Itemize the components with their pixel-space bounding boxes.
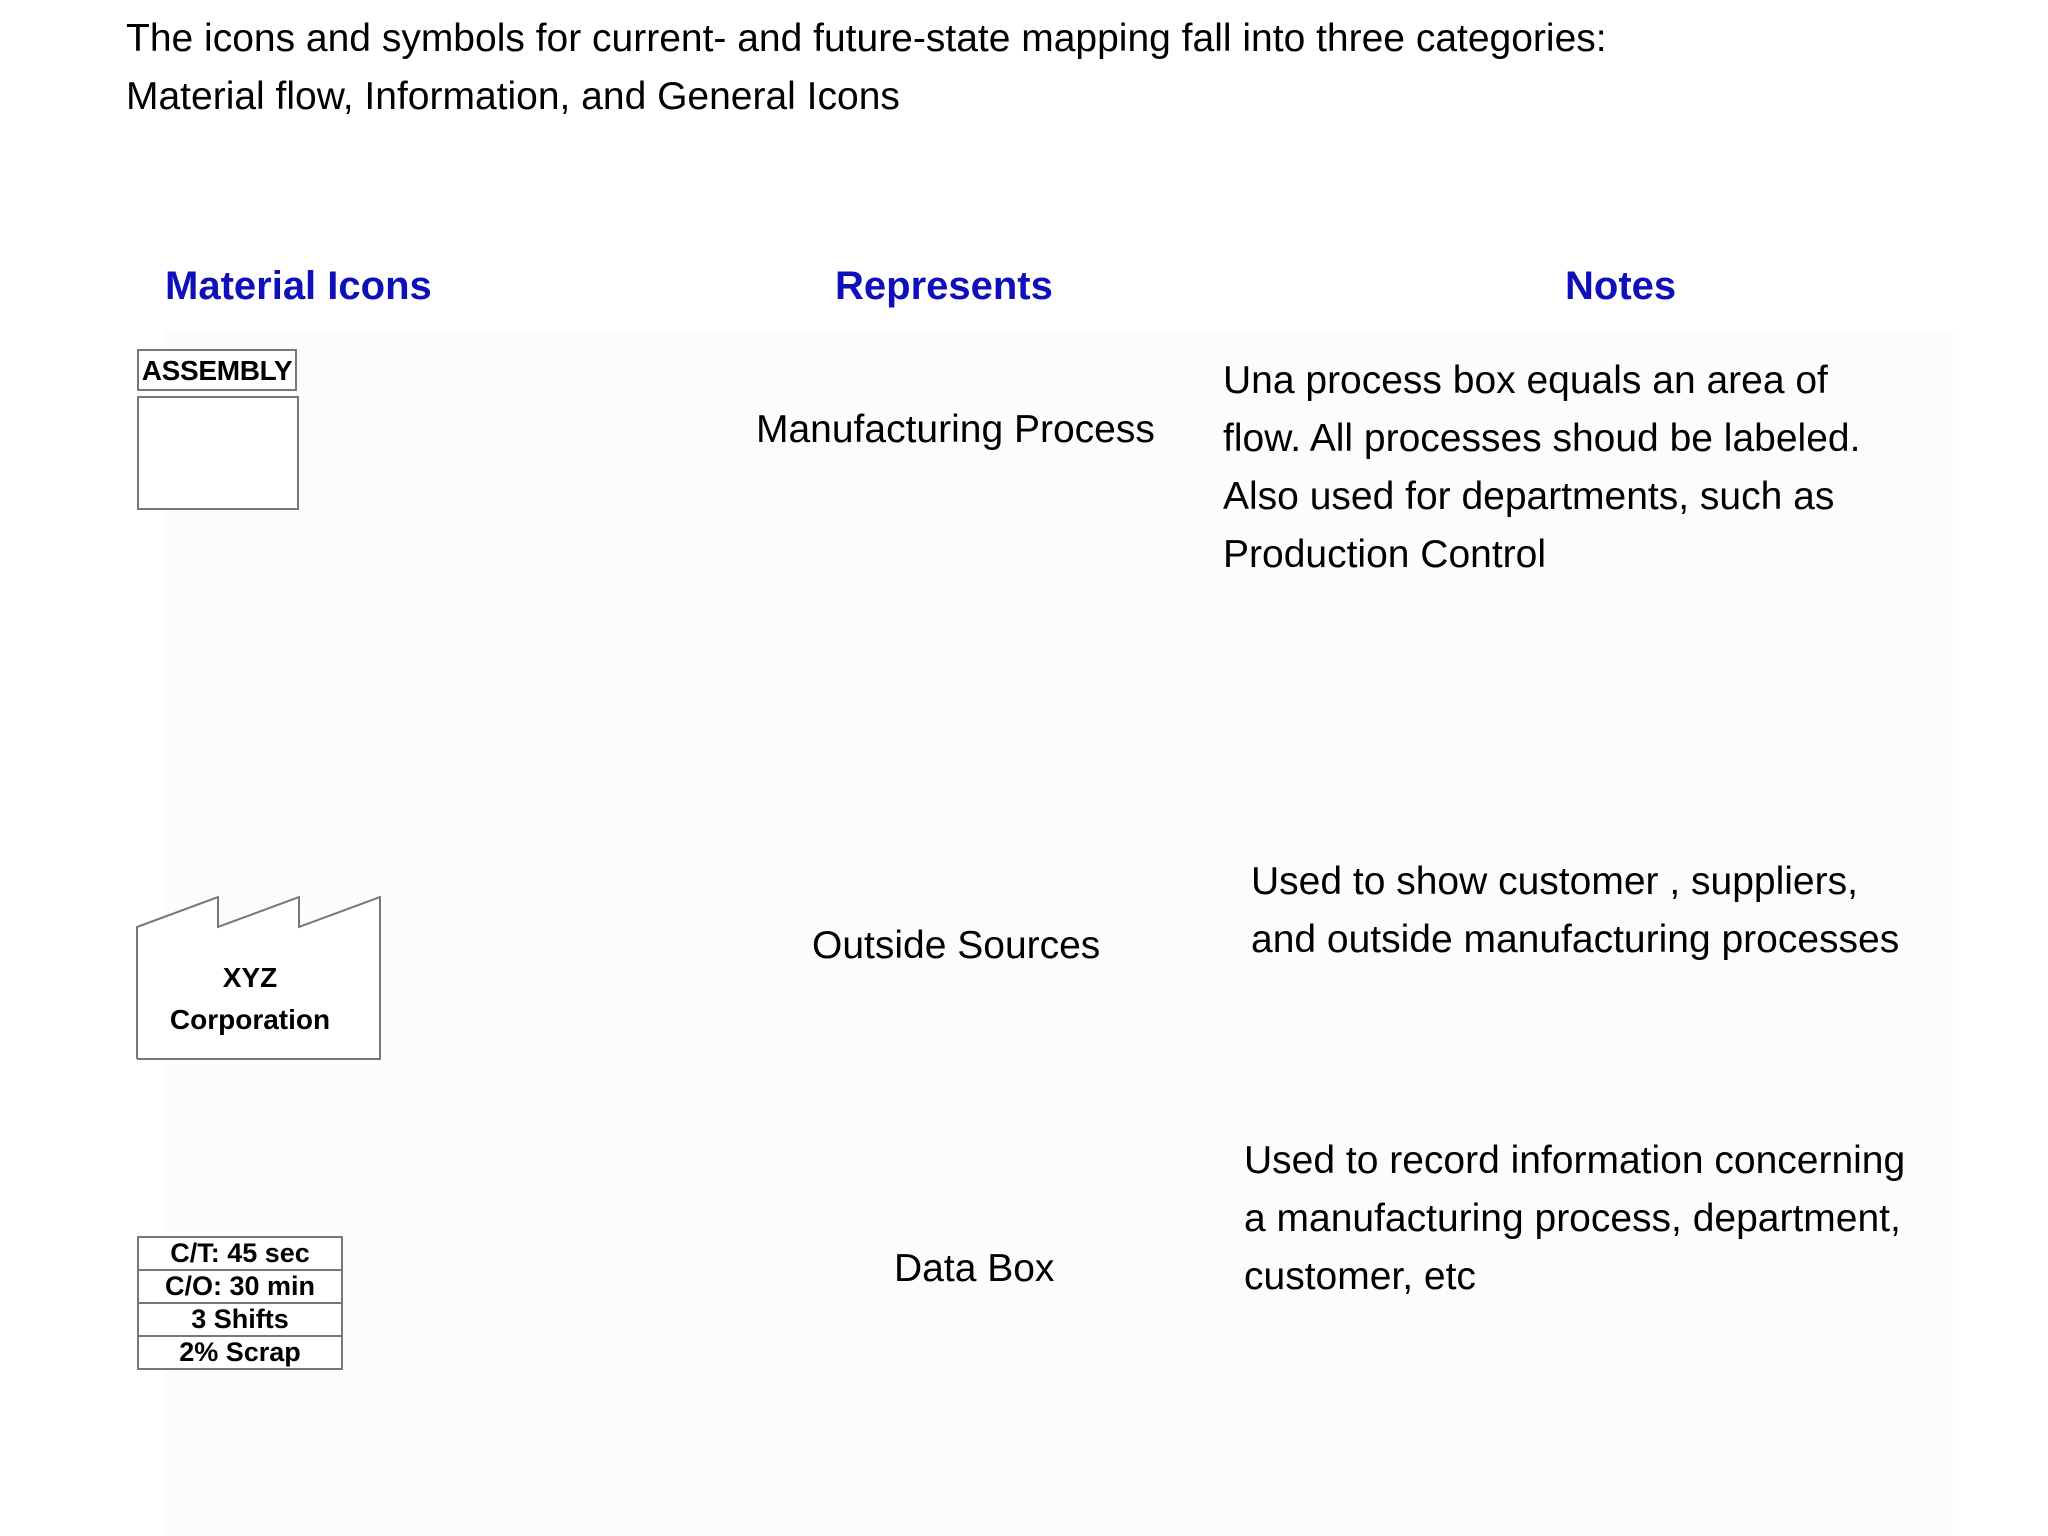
data-box-row: C/O: 30 min bbox=[139, 1271, 341, 1304]
column-heading-icons: Material Icons bbox=[165, 264, 432, 308]
notes-manufacturing-process bbox=[1223, 352, 1860, 584]
note-line: Used to record information concerning bbox=[1244, 1139, 1906, 1182]
represents-data-box: Data Box bbox=[894, 1247, 1055, 1290]
note-line: Una process box equals an area of bbox=[1223, 359, 1828, 402]
factory-icon-label-line-2: Corporation bbox=[169, 1004, 331, 1035]
notes-outside-sources bbox=[1251, 853, 1899, 969]
data-box-row: 3 Shifts bbox=[139, 1304, 341, 1337]
factory-icon-label-line-1: XYZ bbox=[222, 962, 278, 993]
process-box-icon bbox=[137, 396, 299, 510]
note-line: customer, etc bbox=[1244, 1255, 1476, 1298]
column-heading-represents: Represents bbox=[835, 264, 1053, 308]
note-line: Production Control bbox=[1223, 533, 1547, 576]
represents-manufacturing-process: Manufacturing Process bbox=[756, 408, 1155, 451]
process-box-icon-label: ASSEMBLY bbox=[137, 349, 297, 391]
note-line: flow. All processes shoud be labeled. bbox=[1223, 417, 1861, 460]
note-line: Also used for departments, such as bbox=[1223, 475, 1835, 518]
notes-data-box bbox=[1244, 1132, 1905, 1306]
data-box-row: 2% Scrap bbox=[139, 1337, 341, 1370]
intro-line-2: Material flow, Information, and General Icons bbox=[126, 75, 900, 118]
note-line: a manufacturing process, department, bbox=[1244, 1197, 1901, 1240]
column-heading-notes: Notes bbox=[1565, 264, 1677, 308]
data-box-icon bbox=[137, 1236, 343, 1370]
intro-text bbox=[126, 10, 2006, 126]
represents-outside-sources: Outside Sources bbox=[812, 924, 1101, 967]
note-line: Used to show customer , suppliers, bbox=[1251, 860, 1858, 903]
note-line: and outside manufacturing processes bbox=[1251, 918, 1900, 961]
intro-line-1: The icons and symbols for current- and future-state mapping fall into three categories: bbox=[126, 17, 1607, 60]
data-box-row: C/T: 45 sec bbox=[139, 1238, 341, 1271]
